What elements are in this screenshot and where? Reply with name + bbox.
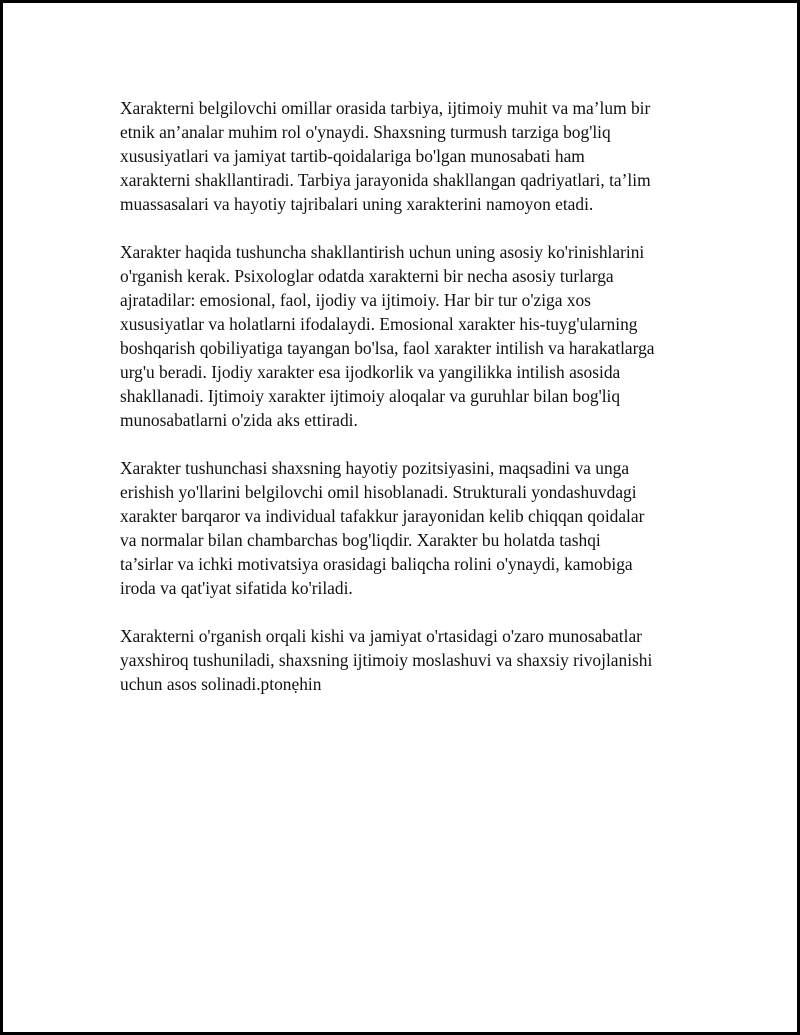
text-line: xususiyatlari va jamiyat tartib-qoidalariga bo'lgan munosabati ham [120, 146, 585, 166]
text-line: uchun asos solinadi.ptonẹhin [120, 674, 322, 694]
text-line: xarakter barqaror va individual tafakkur jarayonidan kelib chiqqan qoidalar [120, 506, 645, 526]
text-line: munosabatlarni o'zida aks ettiradi. [120, 410, 358, 430]
text-line: va normalar bilan chambarchas bog'liqdir. Xarakter bu holatda tashqi [120, 530, 601, 550]
text-line: yaxshiroq tushuniladi, shaxsning ijtimoiy moslashuvi va shaxsiy rivojlanishi [120, 650, 653, 670]
document-body [120, 96, 700, 720]
text-line: iroda va qat'iyat sifatida ko'riladi. [120, 578, 353, 598]
text-line: erishish yo'llarini belgilovchi omil hisoblanadi. Strukturali yondashuvdagi [120, 482, 637, 502]
text-line: etnik an’analar muhim rol o'ynaydi. Shaxsning turmush tarziga bog'liq [120, 122, 611, 142]
paragraph-4 [120, 624, 700, 696]
text-line: urg'u beradi. Ijodiy xarakter esa ijodkorlik va yangilikka intilish asosida [120, 362, 621, 382]
text-line: boshqarish qobiliyatiga tayangan bo'lsa, faol xarakter intilish va harakatlarga [120, 338, 655, 358]
paragraph-3 [120, 456, 700, 600]
paragraph-2 [120, 240, 700, 432]
text-line: ta’sirlar va ichki motivatsiya orasidagi baliqcha rolini o'ynaydi, kamobiga [120, 554, 633, 574]
text-line: xususiyatlar va holatlarni ifodalaydi. Emosional xarakter his-tuyg'ularning [120, 314, 638, 334]
text-line: ajratadilar: emosional, faol, ijodiy va ijtimoiy. Har bir tur o'ziga xos [120, 290, 591, 310]
text-line: muassasalari va hayotiy tajribalari uning xarakterini namoyon etadi. [120, 194, 594, 214]
text-line: Xarakter tushunchasi shaxsning hayotiy pozitsiyasini, maqsadini va unga [120, 458, 630, 478]
text-line: Xarakterni o'rganish orqali kishi va jamiyat o'rtasidagi o'zaro munosabatlar [120, 626, 642, 646]
paragraph-1 [120, 96, 700, 216]
text-line: xarakterni shakllantiradi. Tarbiya jarayonida shakllangan qadriyatlari, ta’lim [120, 170, 651, 190]
text-line: o'rganish kerak. Psixologlar odatda xarakterni bir necha asosiy turlarga [120, 266, 614, 286]
text-line: shakllanadi. Ijtimoiy xarakter ijtimoiy aloqalar va guruhlar bilan bog'liq [120, 386, 621, 406]
text-line: Xarakterni belgilovchi omillar orasida tarbiya, ijtimoiy muhit va ma’lum bir [120, 98, 651, 118]
text-line: Xarakter haqida tushuncha shakllantirish uchun uning asosiy ko'rinishlarini [120, 242, 645, 262]
